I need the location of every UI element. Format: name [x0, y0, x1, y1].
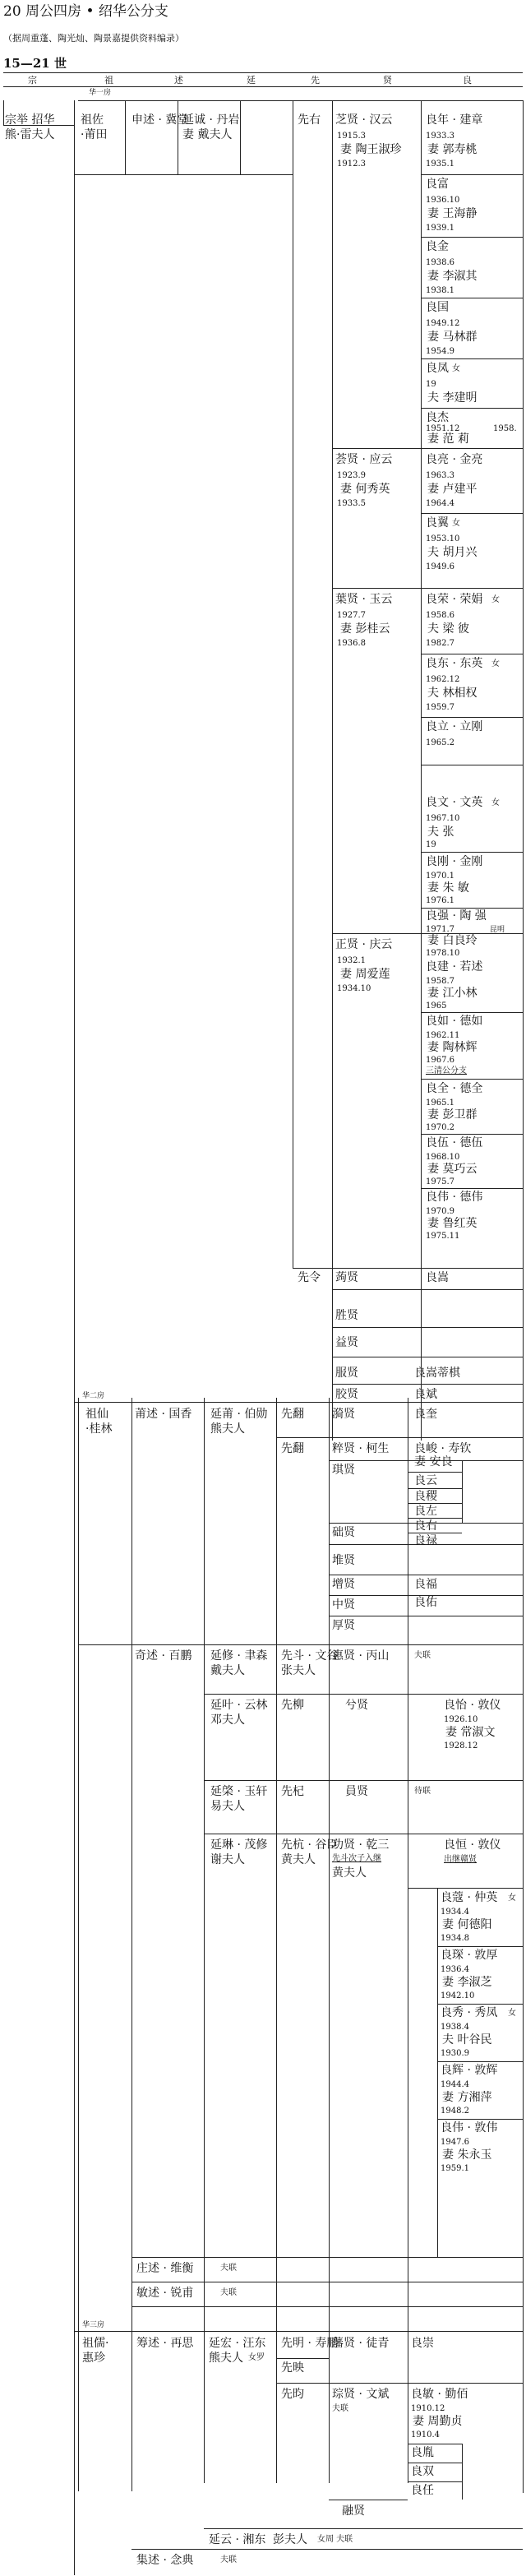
gen21-liang-born: 1963.3: [426, 471, 454, 480]
gen20-zheng: 正贤 · 庆云: [335, 938, 393, 951]
gen21-gang-sborn: 1976.1: [426, 896, 454, 905]
gen20-zheng-wife: 妻 周爱莲: [340, 968, 390, 981]
gen21-min-spouse: 妻 周勤贞: [413, 2415, 463, 2428]
gen20-zeng: 增贤: [332, 1578, 355, 1591]
gen21-ge-born: 1933.3: [426, 132, 454, 141]
gen19-kang: 先杭 · 谷臣: [281, 1838, 339, 1852]
gen21-xiu-tag: 女: [508, 2009, 516, 2018]
gen21-guo-born: 1949.12: [426, 319, 460, 328]
gen21-wen-spouse: 夫 张: [427, 826, 454, 839]
gen15-spouse: 熊·雷夫人: [5, 128, 55, 141]
gen17-pu: 莆述 · 国香: [135, 1408, 192, 1421]
gen21-chong: 良崇: [411, 2337, 434, 2350]
gen21-wu-born: 1968.10: [426, 1153, 460, 1162]
gen20-hou: 厚贤: [332, 1619, 355, 1632]
gen21-wei2-sborn: 1959.1: [441, 2164, 469, 2173]
gen21-jin-born: 1938.6: [426, 258, 454, 267]
gen21-li-born: 1965.2: [426, 738, 454, 747]
gen21-wei2-spouse: 妻 朱永玉: [442, 2148, 492, 2162]
gen16-zuxian-place: ·桂林: [85, 1422, 113, 1436]
gen21-you2: 良佑: [414, 1596, 437, 1609]
gen21-jian-sborn: 1965: [426, 1001, 447, 1011]
gen21-hui-spouse: 妻 方湘萍: [442, 2091, 492, 2104]
gen20-fu: 服贤: [335, 1367, 358, 1380]
page-title: 20 周公四房 • 绍华公分支: [3, 3, 168, 20]
gen21-dong-born: 1962.12: [426, 675, 460, 684]
gen21-li-name: 良立 · 立刚: [426, 720, 483, 733]
gen21-hou-spouse: 妻 李淑芝: [442, 1976, 492, 1989]
gen20-yuan: 員贤: [345, 1785, 368, 1798]
gen21-feng-born: 19: [426, 380, 436, 389]
gen21-shou-tag: 女: [508, 1894, 516, 1903]
gen21-fu-spouse: 妻 王海静: [427, 207, 478, 220]
gen21-wei2-born: 1947.6: [441, 2138, 469, 2147]
gen21-xiu-born: 1938.4: [441, 2023, 469, 2032]
gen16-zuxian: 祖仙: [85, 1408, 108, 1421]
gen21-xiu-name: 良秀 · 秀凤: [441, 2006, 498, 2019]
gen17-ji-spouse: 夫联: [220, 2555, 237, 2564]
gen21-wen-sborn: 19: [426, 840, 436, 849]
column-header-xian2: 贤: [383, 75, 392, 86]
gen20-rong: 融贤: [342, 2504, 365, 2518]
gen21-gang-spouse: 妻 朱 敏: [427, 881, 469, 895]
gen20-zhi-wife: 妻 陶王淑珍: [340, 143, 402, 156]
gen21-qiang-born: 1971.7: [426, 925, 454, 934]
gen20-hui: 惠贤 · 丙山: [332, 1649, 390, 1663]
gen18-xiu: 延修 · 聿森: [210, 1649, 268, 1663]
gen21-lu: 良禄: [414, 1534, 437, 1547]
gen20-ju: 蒟贤: [335, 1271, 358, 1284]
gen21-guo-sborn: 1954.9: [426, 347, 454, 356]
gen21-gaoqi: 良嵩蒂棋: [414, 1367, 460, 1380]
gen18-cheng-wife: 妻 戴夫人: [182, 128, 233, 141]
gen18-lin-wife: 谢夫人: [210, 1853, 245, 1866]
gen18-pu: 延莆 · 伯勋: [210, 1408, 268, 1421]
gen21-liang-spouse: 妻 卢建平: [427, 483, 478, 496]
gen21-liang-sborn: 1964.4: [426, 499, 454, 508]
gen21-ge-sborn: 1935.1: [426, 160, 454, 169]
gen21-fu-born: 1936.10: [426, 196, 460, 205]
gen20-gao: 荟贤 · 应云: [335, 453, 393, 466]
gen21-wen-born: 1967.10: [426, 814, 460, 823]
gen18-ye: 延叶 · 云林: [210, 1699, 268, 1712]
gen18-xiu-wife: 戴夫人: [210, 1664, 245, 1677]
gen21-shou-born: 1934.4: [441, 1908, 469, 1917]
gen21-shuang: 良双: [411, 2465, 434, 2478]
gen21-wu-name: 良伍 · 德伍: [426, 1136, 483, 1149]
gen21-yi2-sborn: 1928.12: [444, 1741, 478, 1750]
gen20-gong-wife: 黄夫人: [332, 1866, 367, 1880]
gen21-jun-name: 良峻 · 寿钦: [414, 1442, 472, 1455]
branch-label-second: 华二房: [82, 1392, 105, 1400]
gen21-yi-sborn: 1949.6: [426, 562, 454, 571]
gen20-gao-born: 1923.9: [337, 471, 366, 480]
gen21-quan-sborn: 1970.2: [426, 1123, 454, 1132]
gen20-ye-wife: 妻 彭桂云: [340, 622, 390, 636]
gen21-jian-name: 良建 · 若述: [426, 960, 483, 974]
gen18-ye-wife: 邓夫人: [210, 1713, 245, 1727]
gen19-lin2: 先翻: [281, 1442, 304, 1455]
gen18-hong-wife: 熊夫人: [209, 2352, 243, 2365]
gen21-yi-spouse: 夫 胡月兴: [427, 546, 478, 559]
gen19-xun: 先斗 · 文谷: [281, 1649, 339, 1663]
gen21-wu-sborn: 1975.7: [426, 1177, 454, 1186]
gen21-ge-spouse: 妻 郭寿桃: [427, 143, 478, 156]
gen16-zuzuo-place: ·莆田: [81, 128, 108, 141]
gen16-zuru: 祖儒·: [82, 2337, 109, 2350]
gen21-dong-sborn: 1959.7: [426, 703, 454, 712]
gen21-ru-name: 良如 · 德如: [426, 1015, 483, 1028]
gen21-feng-tag: 女: [452, 364, 460, 373]
gen21-hou-sborn: 1942.10: [441, 1991, 475, 2000]
gen19-kang-wife: 黄夫人: [281, 1853, 316, 1866]
gen21-wen-name: 良文 · 文英: [426, 796, 483, 809]
gen21-jun-spouse: 妻 安良: [414, 1455, 453, 1468]
gen21-rong-born: 1958.6: [426, 611, 454, 620]
gen20-wu: 粹贤 · 柯生: [332, 1442, 390, 1455]
gen19-jun: 先昀: [281, 2388, 304, 2401]
gen20-ye: 葉贤 · 玉云: [335, 593, 393, 606]
gen21-wei2-name: 良伟 · 敦伟: [441, 2121, 498, 2134]
gen19-xun-wife: 张夫人: [281, 1664, 316, 1677]
gen21-wu-spouse: 妻 莫巧云: [427, 1163, 478, 1176]
gen20-gao-wife-born: 1933.5: [337, 499, 366, 508]
gen21-ru-note: 三清公分支: [426, 1066, 467, 1075]
gen21-gao: 良嵩: [426, 1271, 449, 1284]
gen17-shen: 申述 · 冀堂: [132, 113, 189, 127]
gen21-min-sborn: 1910.4: [411, 2430, 440, 2440]
gen21-min-born: 1910.12: [411, 2404, 445, 2413]
gen21-hui-born: 1944.4: [441, 2080, 469, 2089]
gen21-dong-tag: 女: [491, 659, 500, 668]
gen21-min-name: 良敏 · 勤佰: [411, 2388, 468, 2401]
gen20-qi2: 兮贤: [345, 1699, 368, 1712]
gen21-yun1: 良云: [414, 1474, 437, 1487]
gen21-jian-born: 1958.7: [426, 977, 454, 986]
branch-label-first: 华一房: [89, 89, 112, 97]
gen21-ge-name: 良年 · 建章: [426, 113, 483, 127]
gen21-qiang-name: 良强 · 陶 强: [426, 909, 487, 923]
gen20-jiao: 胶贤: [335, 1388, 358, 1401]
gen21-jian-spouse: 妻 江小林: [427, 987, 478, 1000]
gen20-hui-spouse: 夫联: [414, 1651, 431, 1660]
gen18-yun: 延云 · 湘东: [209, 2533, 266, 2546]
gen21-heng-note: 出继赣贤: [444, 1855, 477, 1864]
branch-label-third: 华三房: [82, 2321, 105, 2329]
gen21-xiu-spouse: 夫 叶谷民: [442, 2033, 492, 2046]
gen21-shou-name: 良蔻 · 仲英: [441, 1891, 498, 1904]
gen21-yi2-name: 良怡 · 敦仪: [444, 1699, 501, 1712]
gen16-zuzuo: 祖佐: [81, 113, 104, 127]
gen19-ling: 先令: [298, 1271, 321, 1284]
gen21-shou-spouse: 妻 何德阳: [442, 1918, 492, 1931]
gen16-zuru-wife: 惠珍: [82, 2352, 105, 2365]
gen21-qiang-born-note: 昆明: [490, 926, 505, 934]
gen15-name: 宗举 招华: [5, 113, 55, 127]
gen21-gang-born: 1970.1: [426, 872, 454, 881]
gen21-yi-name: 良翼: [426, 516, 449, 530]
gen19-qi: 先杞: [281, 1785, 304, 1798]
gen21-feng-name: 良凤: [426, 362, 449, 375]
gen21-hui-sborn: 1948.2: [441, 2107, 469, 2116]
column-header-yan: 延: [247, 75, 256, 86]
gen20-ye-born: 1927.7: [337, 611, 366, 620]
gen21-yin: 良胤: [411, 2446, 434, 2459]
gen21-hou-born: 1936.4: [441, 1965, 469, 1974]
gen17-min: 敏述 · 锐甫: [136, 2287, 194, 2300]
gen20-sheng: 胜贤: [335, 1309, 358, 1322]
gen20-dui: 堆贤: [332, 1554, 355, 1567]
gen20-cong: 琮贤 · 文斌: [332, 2388, 390, 2401]
gen18-hong-daughter: 女罗: [248, 2353, 265, 2362]
gen21-yi2-born: 1926.10: [444, 1715, 478, 1724]
gen17-chou: 筹述 · 再思: [136, 2337, 194, 2350]
gen21-jin-name: 良金: [426, 240, 449, 253]
gen21-rong-name: 良荣 · 荣娟: [426, 593, 483, 606]
gen21-hui-name: 良辉 · 敦辉: [441, 2064, 498, 2077]
gen20-yuan-spouse: 待联: [414, 1787, 431, 1796]
gen21-zuo: 良左: [414, 1505, 437, 1518]
gen19-liu: 先柳: [281, 1699, 304, 1712]
gen21-ru-sborn: 1967.6: [426, 1056, 454, 1065]
column-header-shu: 述: [174, 75, 183, 86]
gen18-hong: 延宏 · 汪东: [209, 2337, 266, 2350]
gen21-quan-spouse: 妻 彭卫群: [427, 1108, 478, 1122]
column-header-zu: 祖: [104, 75, 113, 86]
gen21-feng-spouse: 夫 李建明: [427, 391, 478, 405]
gen20-gong-note: 先斗次子入继: [332, 1854, 381, 1863]
gen21-guo-name: 良国: [426, 301, 449, 314]
gen21-quan-born: 1965.1: [426, 1098, 454, 1108]
gen21-ji: 良稷: [414, 1490, 437, 1503]
gen19-ying: 先映: [281, 2361, 304, 2375]
gen20-ye-wife-born: 1936.8: [337, 639, 366, 648]
gen18-ji: 延棨 · 玉轩: [210, 1785, 268, 1798]
gen21-jin-sborn: 1938.1: [426, 286, 454, 295]
gen17-zhuang: 庄述 · 维衡: [136, 2262, 194, 2275]
gen21-wen-tag: 女: [491, 798, 500, 807]
gen21-wei-born: 1970.9: [426, 1207, 454, 1216]
gen21-gang-name: 良刚 · 金刚: [426, 855, 483, 868]
column-header-zong: 宗: [28, 75, 37, 86]
gen21-jie-spouse: 妻 范 莉: [427, 432, 469, 446]
gen21-fu-sborn: 1939.1: [426, 224, 454, 233]
gen18-cheng: 延诚 · 丹岩: [182, 113, 240, 127]
gen18-yun-note: 女周 夫联: [317, 2535, 353, 2544]
gen21-dong-spouse: 夫 林相权: [427, 687, 478, 700]
gen21-wei-spouse: 妻 鲁红英: [427, 1217, 478, 1230]
gen17-ji: 集述 · 念典: [136, 2554, 194, 2567]
gen21-ren: 良任: [411, 2484, 434, 2497]
gen21-yi-tag: 女: [452, 519, 460, 528]
gen21-you: 良右: [414, 1519, 437, 1533]
gen20-zheng-born: 1932.1: [337, 956, 366, 965]
gen21-qiang-spouse: 妻 白良玲: [427, 934, 478, 947]
gen18-lin: 延琳 · 茂修: [210, 1838, 268, 1852]
column-header-xian: 先: [311, 75, 320, 86]
gen21-ru-born: 1962.11: [426, 1031, 460, 1040]
column-header-liang: 良: [463, 75, 472, 86]
gen21-rong-sborn: 1982.7: [426, 639, 454, 648]
gen20-qi: 琪贤: [332, 1464, 355, 1477]
gen20-zhong: 中贤: [332, 1598, 355, 1612]
gen21-liang-name: 良亮 · 金亮: [426, 453, 483, 466]
gen20-chu: 础贤: [332, 1526, 355, 1539]
gen21-quan-name: 良全 · 德全: [426, 1082, 483, 1095]
gen20-zheng-wife-born: 1934.10: [337, 984, 371, 993]
gen21-wei-sborn: 1975.11: [426, 1232, 460, 1241]
gen20-zhi: 芝贤 · 汉云: [335, 113, 393, 127]
gen17-min-spouse: 夫联: [220, 2288, 237, 2297]
gen21-shou-sborn: 1934.8: [441, 1934, 469, 1943]
gen20-gao-wife: 妻 何秀英: [340, 483, 390, 496]
gen20-cong-spouse: 夫联: [332, 2404, 348, 2413]
gen21-dong-name: 良东 · 东英: [426, 657, 483, 670]
gen20-gong: 功贤 · 乾三: [332, 1838, 390, 1852]
gen21-hou-name: 良琛 · 敦厚: [441, 1949, 498, 1962]
gen21-rong-tag: 女: [491, 595, 500, 604]
gen21-yi2-spouse: 妻 常淑文: [445, 1726, 496, 1739]
gen21-ru-spouse: 妻 陶林辉: [427, 1041, 478, 1054]
gen18-yun-wife: 彭夫人: [273, 2533, 307, 2546]
gen20-xiang: 藩贤 · 徒青: [332, 2337, 390, 2350]
gen20-she: 漪贤: [332, 1408, 355, 1421]
gen20-zhi-born: 1915.3: [337, 132, 366, 141]
gen19-you: 先右: [298, 113, 321, 127]
gen19-lin: 先翻: [281, 1408, 304, 1421]
gen21-rong-spouse: 夫 梁 彼: [427, 622, 469, 636]
gen21-fu-name: 良富: [426, 178, 449, 191]
gen21-jie-born: 1951.12: [426, 424, 460, 433]
gen21-bin: 良斌: [414, 1388, 437, 1401]
gen21-guo-spouse: 妻 马林群: [427, 331, 478, 344]
gen21-xiu-sborn: 1930.9: [441, 2049, 469, 2058]
gen20-zhi-wife-born: 1912.3: [337, 160, 366, 169]
gen18-pu-wife: 熊夫人: [210, 1422, 245, 1436]
gen21-jie-sborn: 1958.: [493, 424, 517, 433]
gen21-wei-name: 良伟 · 德伟: [426, 1191, 483, 1204]
gen21-jin-spouse: 妻 李淑其: [427, 270, 478, 283]
gen17-zhuang-spouse: 夫联: [220, 2264, 237, 2273]
gen20-yi: 益贤: [335, 1336, 358, 1349]
gen21-kui: 良奎: [414, 1408, 437, 1421]
gen19-ming: 先明 · 寿鹏: [281, 2337, 339, 2350]
gen21-qiang-sborn: 1978.10: [426, 949, 460, 958]
page-subtitle: （据周重蓬、陶光灿、陶景嘉提供资料编录）: [3, 33, 184, 44]
gen21-fu2: 良福: [414, 1578, 437, 1591]
gen17-qi: 奇述 · 百鹏: [135, 1649, 192, 1663]
gen21-heng-name: 良恒 · 敦仪: [444, 1838, 501, 1852]
gen21-jie-name: 良杰: [426, 411, 449, 424]
gen21-yi-born: 1953.10: [426, 534, 460, 543]
generation-range: 15—21 世: [3, 56, 67, 71]
gen18-ji-wife: 易夫人: [210, 1800, 245, 1813]
